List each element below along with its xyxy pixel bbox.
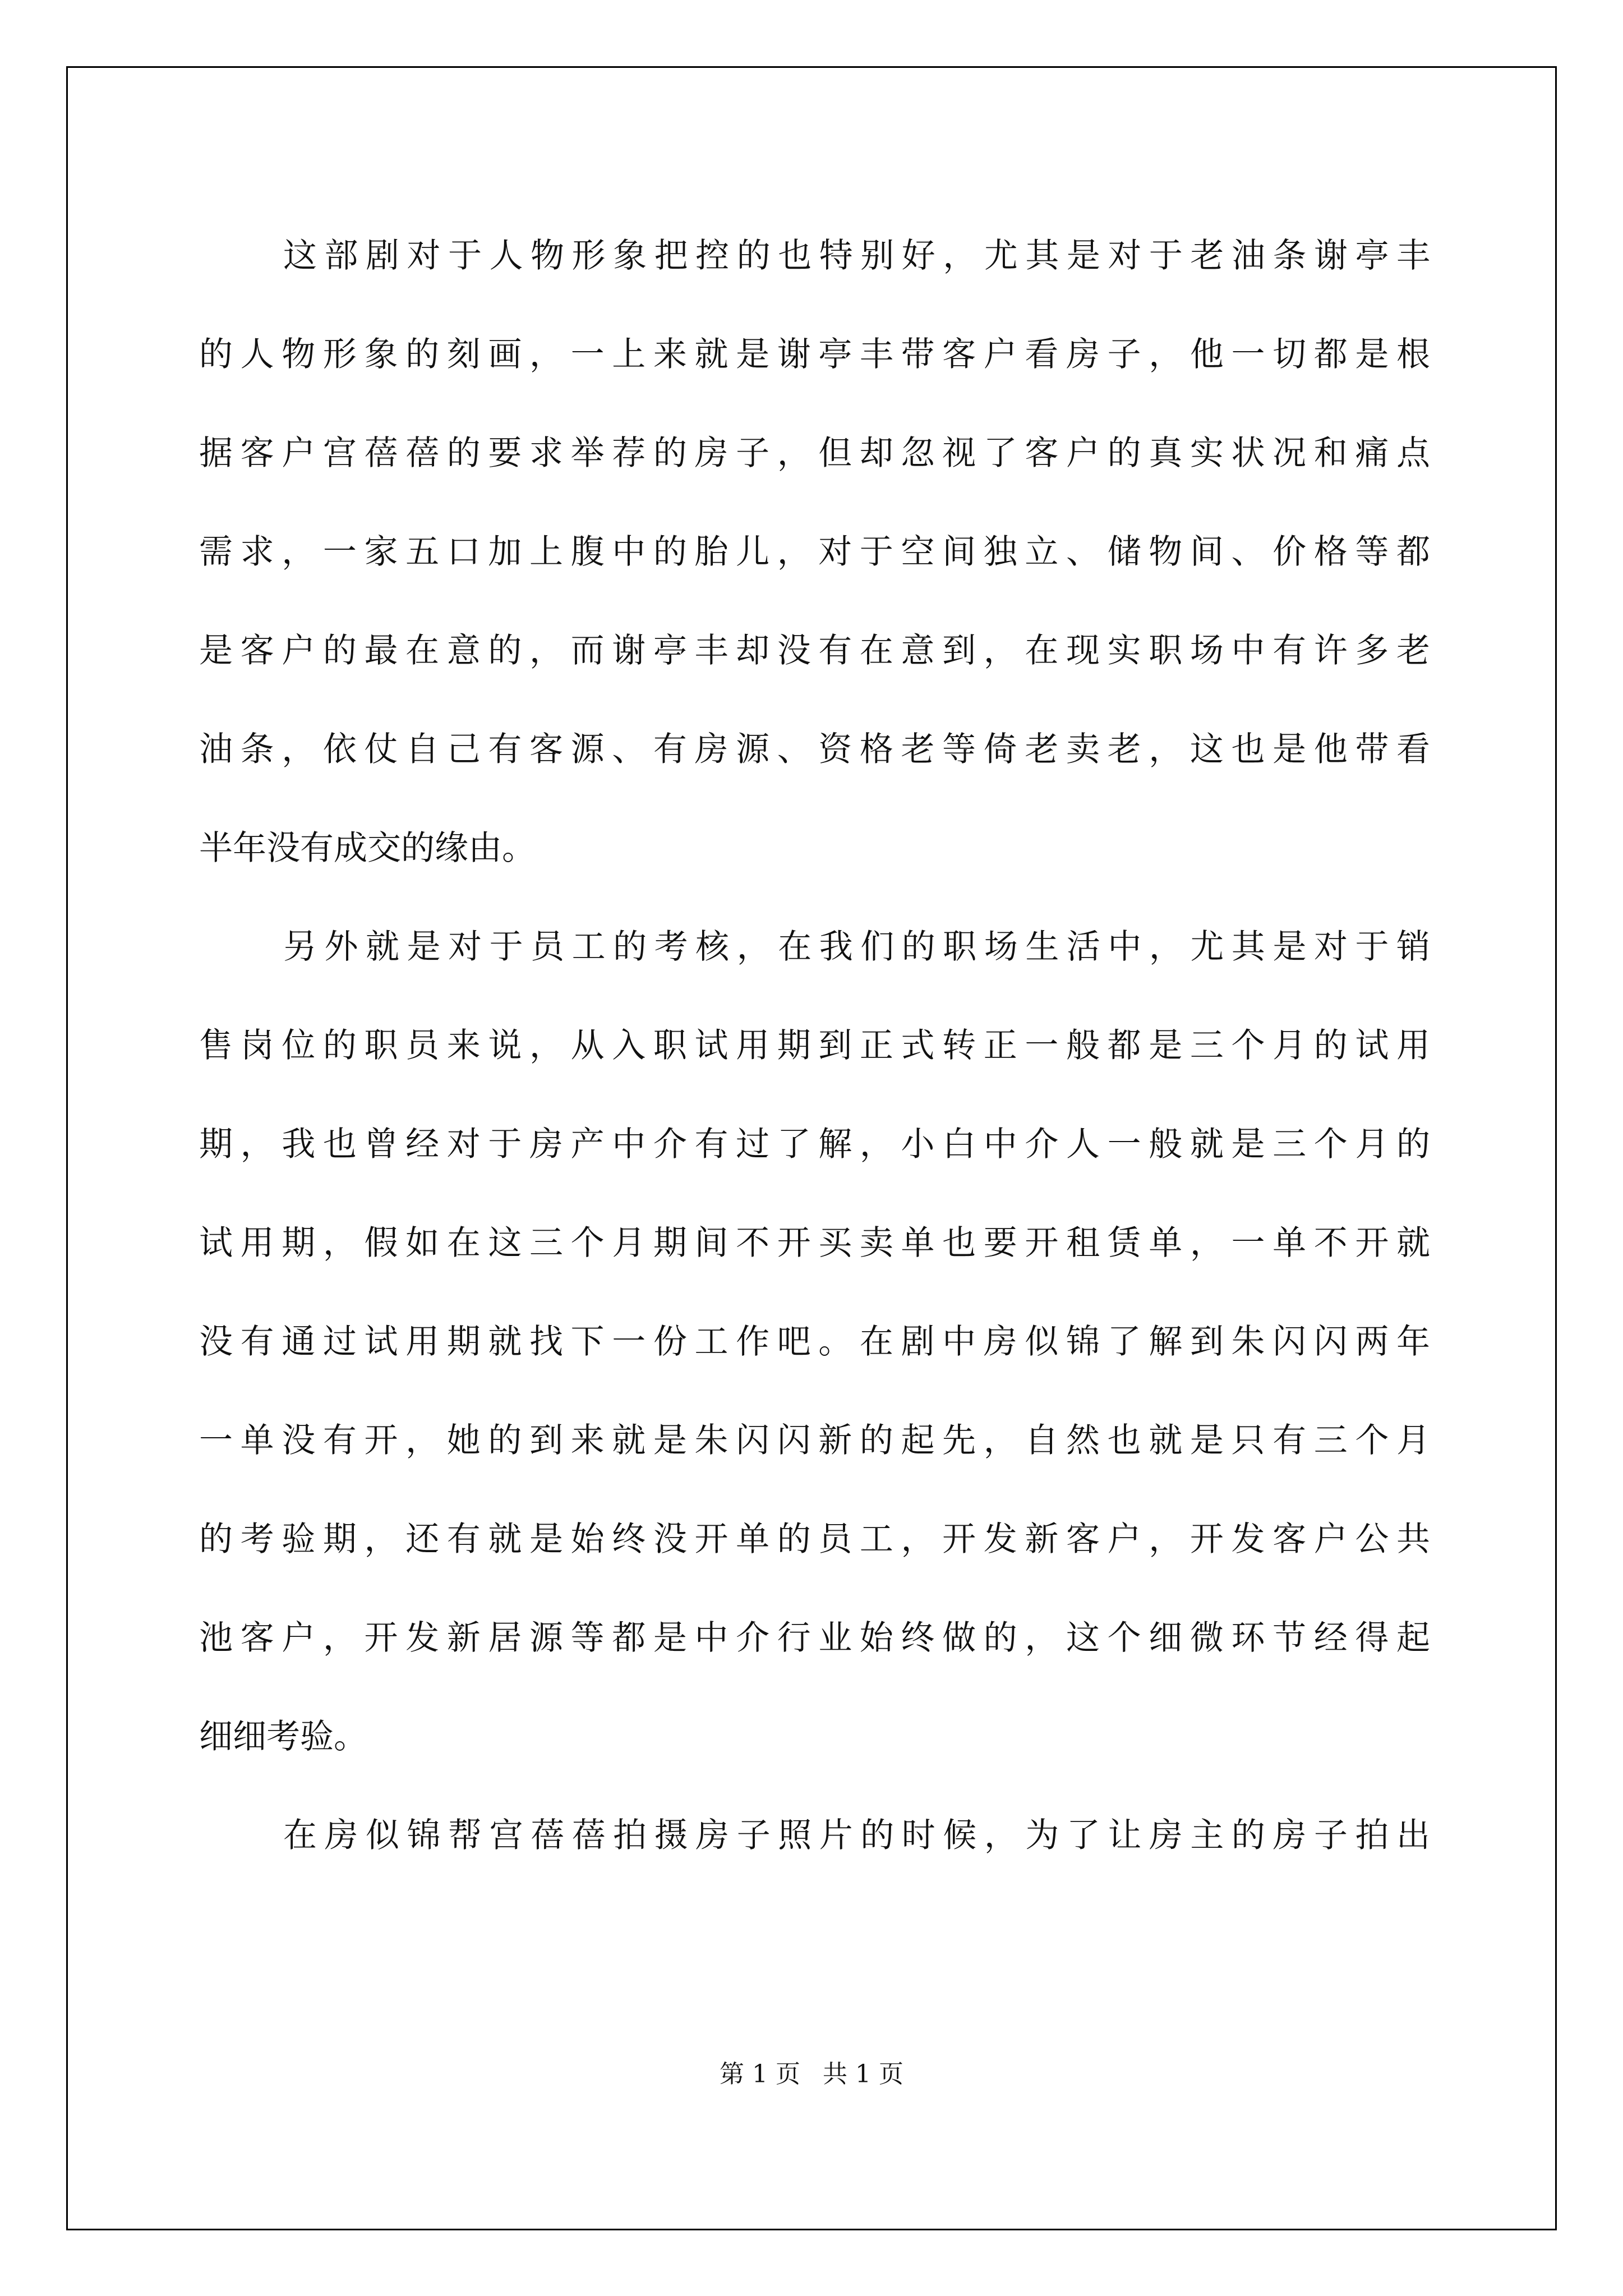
page-number: 第 1 页: [720, 2060, 800, 2088]
document-body: [199, 206, 1430, 1885]
paragraph-line: 池客户，开发新居源等都是中介行业始终做的，这个细微环节经得起: [199, 1618, 1430, 1658]
paragraph-line: 一单没有开，她的到来就是朱闪闪新的起先，自然也就是只有三个月: [199, 1421, 1430, 1460]
paragraph-line: 油条，依仗自己有客源、有房源、资格老等倚老卖老，这也是他带看: [199, 730, 1430, 769]
paragraph-line: 细细考验。: [199, 1717, 367, 1756]
paragraph-line: 需求，一家五口加上腹中的胎儿，对于空间独立、储物间、价格等都: [199, 532, 1430, 572]
paragraph-line: 没有通过试用期就找下一份工作吧。在剧中房似锦了解到朱闪闪两年: [199, 1322, 1430, 1361]
paragraph-line: 的考验期，还有就是始终没开单的员工，开发新客户，开发客户公共: [199, 1520, 1430, 1559]
paragraph-line: 的人物形象的刻画，一上来就是谢亭丰带客户看房子，他一切都是根: [199, 335, 1430, 374]
paragraph-line: 在房似锦帮宫蓓蓓拍摄房子照片的时候，为了让房主的房子拍出: [283, 1816, 1430, 1855]
paragraph-line: 试用期，假如在这三个月期间不开买卖单也要开租赁单，一单不开就: [199, 1223, 1430, 1263]
paragraph-line: 另外就是对于员工的考核，在我们的职场生活中，尤其是对于销: [283, 927, 1430, 967]
paragraph-line: 半年没有成交的缘由。: [199, 829, 536, 868]
paragraph-line: 售岗位的职员来说，从入职试用期到正式转正一般都是三个月的试用: [199, 1026, 1430, 1065]
page-total: 共 1 页: [823, 2060, 903, 2088]
page-footer: [0, 2058, 1623, 2091]
paragraph-line: 据客户宫蓓蓓的要求举荐的房子，但却忽视了客户的真实状况和痛点: [199, 434, 1430, 473]
paragraph-line: 是客户的最在意的，而谢亭丰却没有在意到，在现实职场中有许多老: [199, 631, 1430, 670]
paragraph-line: 期，我也曾经对于房产中介有过了解，小白中介人一般就是三个月的: [199, 1125, 1430, 1164]
paragraph-line: 这部剧对于人物形象把控的也特别好，尤其是对于老油条谢亭丰: [283, 236, 1430, 275]
